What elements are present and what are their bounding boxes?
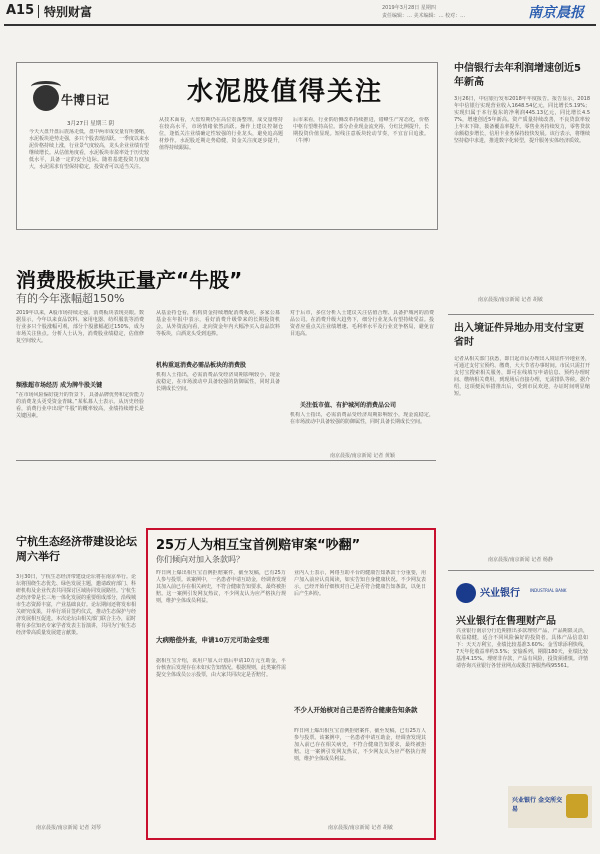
- center-byline: 南京晨报/南京新闻 记者 胡敏: [328, 825, 393, 831]
- center-body-1-col2: 业内人士表示，网络互助平台的健康告知条款十分重要，用户加入前应认真阅读，如实告知自身健康状况。不少网友表示，已经开始仔细核对自己是否符合健康告知条款，以免日后产生纠纷。: [294, 570, 426, 597]
- right-mid-divider: [448, 570, 594, 571]
- center-body-3: 昨日网上爆出相互宝首例拒赔案件，截至发稿，已有25万人参与投票。该案例中，一名患者申请互助金，经调查发现其加入前已存在相关病史，不符合健康告知要求，最终被拒赔。这一案例引发网友热议，不少网友认为应严格执行规则，维护全体成员利益。: [294, 728, 426, 762]
- masthead: [0, 0, 600, 26]
- main-body-col3: 对于后市，多位分析人士建议关注估值合理、具备护城河的消费品公司。在消费升级大趋势下，细分行业龙头有望持续受益。投资者应重点关注业绩增速、毛利率水平及行业竞争格局，避免盲目追高。: [290, 310, 434, 337]
- page-number: A15: [6, 3, 35, 18]
- main-section-2: 机构重返消费必需品板块的消费股: [156, 362, 247, 369]
- paper-logo: 南京晨报: [528, 5, 584, 21]
- right-top-byline: 南京晨报/南京新闻 记者 胡敏: [478, 297, 543, 303]
- column-headline: 水泥股值得关注: [187, 77, 384, 107]
- right-mid-story: [448, 322, 594, 566]
- main-body-col2: 从基金持仓看，机构资金持续增配消费板块。多家公募基金在年报中表示，看好消费升级带来的长期投资机会。从外资流向看，北向资金年内大幅净买入食品饮料等板块，白酒龙头受到追捧。: [156, 310, 280, 337]
- section-title: 特别财富: [44, 5, 93, 19]
- main-body-col2b: 机构人士指出，必需消费品受经济周期影响较小，现金流稳定，在市场波动中具备较强的防御属性，同时具备长期成长空间。: [156, 372, 280, 392]
- column-body-3: 后市来看，行业供给侧改革持续推进，错峰生产常态化，价格中枢有望维持高位。部分企业现金流充裕，分红比例提升，长期投资价值显现。短线注意板块轮动节奏，不宜盲目追涨。（牛博）: [293, 117, 429, 144]
- bull-horns-icon: [31, 81, 61, 92]
- center-story-box: [146, 528, 436, 840]
- bank-logo-sub: INDUSTRIAL BANK: [530, 588, 567, 593]
- center-section-1: 大病赔偿外查，申请10万元可助金受理: [156, 636, 270, 644]
- main-body-col3b: 机构人士指出，必需消费品受经济周期影响较小，现金流稳定，在市场波动中具备较强的防御属性，同时具备长期成长空间。: [290, 412, 434, 425]
- center-subhead: 你们倾向对加入条款吗？: [156, 555, 244, 564]
- right-mid-body: 记者从相关部门获悉，即日起市民办理出入境证件异地业务，可通过支付宝预约、缴费，大大节省办事时间。市民只需打开支付宝搜索相关服务，即可在线填写申请信息、预约办理时间、缴纳相关费用，到现场后直接办理，无需排队等候。据介绍，这项便民举措推出后，受到市民欢迎，办证时间明显缩短。: [454, 356, 590, 397]
- left-bottom-headline: 宁杭生态经济带建设论坛周六举行: [16, 535, 137, 563]
- center-body-1: 昨日网上爆出相互宝首例拒赔案件，截至发稿，已有25万人参与投票。该案例中，一名患者申请互助金，经调查发现其加入前已存在相关病史，不符合健康告知要求，最终被拒赔。这一案例引发网友热议，不少网友认为应严格执行规则，维护全体成员利益。: [156, 570, 286, 604]
- center-section-2: 不少人开始核对自己是否符合健康告知条款: [294, 706, 418, 714]
- main-byline: 南京晨报/南京新闻 记者 黄颖: [330, 453, 395, 459]
- center-headline: 25万人为相互宝首例赔审案“吵翻”: [156, 538, 361, 553]
- masthead-date: 2019年3月28日 星期四: [382, 5, 436, 11]
- column-body-1: 今天大盘开盘后震荡走低，盘中两市成交量有所萎缩，水泥板块逆势走强，多只个股表现活跃。一季度以来水泥价格持续上涨，行业景气度较高，龙头企业业绩有望继续增长。从估值角度看，水泥板块市盈率处于历史较低水平，具备一定的安全边际。随着基建投资力度加大，水泥需求有望保持稳定，投资者可以适当关注。: [29, 129, 149, 170]
- left-bottom-byline: 南京晨报/南京新闻 记者 刘琴: [36, 825, 101, 831]
- bank-ad: [508, 786, 592, 828]
- masthead-rule: [4, 24, 596, 26]
- left-bottom-story: [16, 534, 140, 834]
- masthead-editors: 责任编辑：… 美术编辑：… 校对：…: [382, 13, 466, 19]
- right-top-divider: [448, 314, 594, 315]
- right-mid-byline: 南京晨报/南京新闻 记者 杨静: [488, 557, 553, 563]
- bank-logo: [456, 582, 586, 604]
- right-top-headline: 中信银行去年利润增速创近5年新高: [454, 63, 581, 88]
- right-top-body: 3月26日，中信银行发布2018年年度报告。报告显示，2018年中信银行实现营业收入1648.54亿元，同比增长5.19%；实现归属于本行股东的净利润445.13亿元，同比增长4.57%，增速创近5年新高。资产质量持续改善，不良贷款率较上年末下降，拨备覆盖率提升。零售业务持续发力，零售贷款余额稳步增长，信用卡业务保持较快发展。该行表示，将继续坚持稳中求进，推进数字化转型，提升服务实体经济质效。: [454, 96, 590, 144]
- left-bottom-body: 3月30日，宁杭生态经济带建设论坛将在南京举行。论坛将围绕生态优先、绿色发展主题，邀请政府部门、科研机构及企业代表共同探讨区域协同发展路径。宁杭生态经济带是长三角一体化发展的重要组成部分，沿线城市生态资源丰富，产业基础良好。论坛期间还将发布相关研究成果，并举行项目签约仪式，推动生态保护与经济发展相互促进。本次论坛由相关部门联合主办，届时将有多位知名专家学者发表主旨演讲，共同为宁杭生态经济带高质量发展建言献策。: [16, 574, 136, 636]
- main-body-col1: 2019年以来，A股市场持续走强，消费板块表现亮眼。数据显示，今年以来食品饮料、家用电器、纺织服装等消费行业多只个股涨幅可观，部分个股涨幅超过150%，成为市场关注焦点。分析人士认为，消费股业绩稳定，估值修复空间较大。: [16, 310, 144, 344]
- right-bottom-body: 兴业银行南京分行近期推出多款理财产品，产品期限灵活，收益稳健，适合不同风险偏好的投资者。具体产品信息如下：天天万利宝，业绩比较基准3.60%；金雪球添利快线，7天年化收益率约3.5%；安愉系列，期限180天，业绩比较基准4.15%。理财非存款，产品有风险，投资须谨慎。详情请咨询兴业银行各营业网点或拨打客服热线95561。: [456, 628, 588, 669]
- main-subhead: 有的今年涨幅超150%: [16, 292, 125, 305]
- bank-logo-icon: [456, 583, 476, 603]
- gold-badge-icon: [566, 794, 588, 818]
- column-logo-text: 牛博日记: [61, 93, 110, 107]
- bank-ad-text: 兴业银行 金交所交易: [512, 797, 563, 813]
- main-headline: 消费股板块正量产“牛股”: [16, 268, 243, 292]
- right-bottom-story: [448, 578, 594, 840]
- masthead-divider: [38, 5, 39, 18]
- bank-logo-text: 兴业银行: [480, 588, 520, 599]
- column-body-2: 从技术面看，大盘短期仍在高位震荡整理，成交量维持在较高水平，市场情绪依然活跃。操作上建议控制仓位，逢低关注业绩确定性较强的行业龙头，避免追高题材炒作。水泥股近期走势稳健，资金关注度逐步提升，值得持续跟踪。: [159, 117, 283, 151]
- center-body-2: 据相互宝介绍，该用户加入计划后申请10万元互助金，平台核查后发现存在未如实告知情况。根据规则，此类案件需提交全体成员公示投票，由大家共同决定是否赔付。: [156, 658, 286, 678]
- column-box: [16, 62, 438, 230]
- main-divider: [16, 460, 436, 461]
- main-section-3: 关注低市值、有护城河的消费品公司: [300, 402, 397, 409]
- main-body-col1b: “在市场风险偏好提升的背景下，具备品牌优势和定价能力的消费龙头更受资金青睐。”某私募人士表示。从历史经验看，消费行业中出现“牛股”的概率较高，业绩持续增长是关键因素。: [16, 392, 144, 419]
- right-top-story: [448, 62, 594, 310]
- main-section-1: 频涨超市场经历 成为牌牛股关键: [16, 382, 103, 389]
- right-mid-headline: 出入境证件异地办用支付宝更省时: [454, 323, 584, 348]
- column-logo: [27, 75, 127, 121]
- column-dateline: 3月27日 星期三 阴: [67, 121, 114, 127]
- right-bottom-headline: 兴业银行在售理财产品: [456, 616, 556, 627]
